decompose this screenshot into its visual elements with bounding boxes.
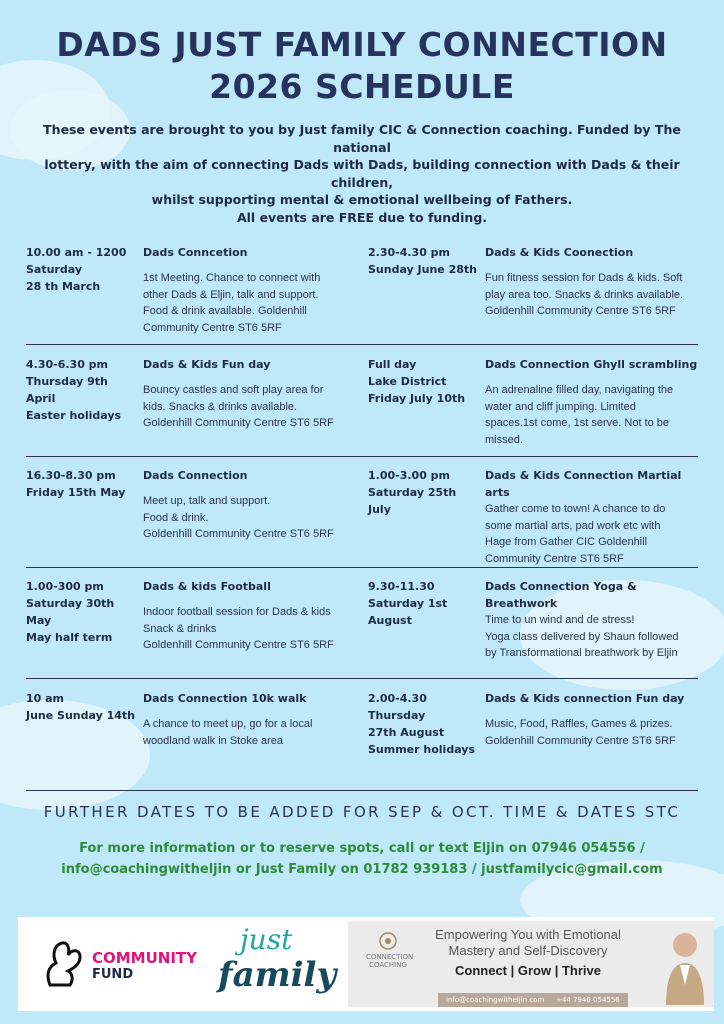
event-description — [485, 716, 699, 749]
event-time-line: Friday July 10th — [368, 392, 466, 405]
event-time — [26, 690, 138, 724]
event-title: Dads & kids Football — [143, 580, 271, 593]
event-time-line: 2.30-4.30 pm — [368, 246, 451, 259]
event-description — [143, 382, 355, 432]
headline-line: Mastery and Self-Discovery — [448, 943, 608, 958]
event-description-line: Goldenhill Community Centre ST6 5RF — [143, 417, 334, 429]
contact-line: info@coachingwitheljin or Just Family on 01782 939183 / justfamilycic@gmail.com — [61, 862, 663, 877]
event-time-line: May half term — [26, 631, 113, 644]
event-description-line: Hage from Gather CIC Goldenhill — [485, 536, 648, 548]
event-time-line: 16.30-8.30 pm — [26, 469, 116, 482]
sponsor-footer — [18, 917, 714, 1011]
event-title: Dads Connection — [143, 469, 248, 482]
event-title: Dads Connection Yoga & Breathwork — [485, 580, 637, 610]
intro-line: These events are brought to you by Just family CIC & Connection coaching. Funded by The national — [43, 122, 681, 155]
event-description — [143, 270, 355, 336]
coaching-contact-bar — [438, 993, 628, 1007]
event-description-line: Goldenhill Community Centre ST6 5RF — [143, 639, 334, 651]
event-description-line: A chance to meet up, go for a local — [143, 718, 313, 730]
event-time — [368, 467, 480, 518]
event-description — [485, 501, 699, 567]
event-time — [26, 578, 138, 646]
event-time-line: Full day — [368, 358, 417, 371]
event-time — [26, 467, 138, 501]
event-time-line: June Sunday 14th — [26, 709, 135, 722]
crossed-fingers-icon — [42, 939, 86, 989]
event-description — [485, 382, 699, 448]
event-time-line: Thursday — [368, 709, 426, 722]
event-description — [143, 493, 355, 543]
event-time-line: 4.30-6.30 pm — [26, 358, 109, 371]
coaching-tagline: Connect | Grow | Thrive — [455, 963, 601, 978]
coaching-logo-text: CONNECTION COACHING — [366, 953, 414, 969]
page-title — [0, 24, 724, 108]
event-description-line: Music, Food, Raffles, Games & prizes. — [485, 718, 673, 730]
event-description-line: Snack & drinks — [143, 622, 217, 635]
schedule-row — [26, 574, 698, 679]
event-description-line: Fun fitness session for Dads & kids. Soft — [485, 272, 683, 284]
contact-line: For more information or to reserve spots, call or text Eljin on 07946 054556 / — [79, 841, 645, 856]
event-time — [26, 356, 138, 424]
event-time-line: Saturday 1st August — [368, 597, 448, 627]
event-time-line: 1.00-300 pm — [26, 580, 104, 593]
event-time-line: Sunday June 28th — [368, 263, 477, 276]
event-description-line: Food & drink. — [143, 511, 209, 524]
event-description-line: Bouncy castles and soft play area for — [143, 384, 324, 396]
event-description-line: kids. Snacks & drinks available. — [143, 400, 298, 413]
event-description-line: An adrenaline filled day, navigating the — [485, 384, 674, 396]
just-family-logo-top: just — [240, 923, 293, 956]
lottery-line: FUND — [92, 967, 134, 982]
intro-line: lottery, with the aim of connecting Dads with Dads, building connection with Dads & their children, — [44, 157, 680, 190]
event-time-line: Easter holidays — [26, 409, 122, 422]
event-description-line: 1st Meeting. Chance to connect with — [143, 272, 321, 284]
event-time-line: 10 am — [26, 692, 65, 705]
event-description-line: missed. — [485, 433, 523, 446]
event-description-line: other Dads & Eljin, talk and support. — [143, 288, 319, 301]
event-title: Dads & Kids Fun day — [143, 358, 271, 371]
intro-line: whilst supporting mental & emotional wellbeing of Fathers. — [151, 192, 573, 207]
coaching-headline — [418, 927, 638, 959]
coach-photo-avatar — [662, 925, 708, 1005]
event-time-line: 27th August — [368, 726, 445, 739]
event-time-line: 1.00-3.00 pm — [368, 469, 451, 482]
event-description — [485, 612, 699, 662]
community-fund-logo — [42, 937, 212, 991]
event-description-line: spaces.1st come, 1st serve. Not to be — [485, 417, 670, 429]
event-time-line: Saturday 25th July — [368, 486, 457, 516]
event-time — [368, 578, 480, 629]
event-description-line: Goldenhill Community Centre ST6 5RF — [485, 734, 676, 747]
schedule-row — [26, 352, 698, 457]
lottery-line: COMMUNITY — [92, 949, 198, 967]
schedule-row — [26, 240, 698, 345]
event-time-line: Summer holidays — [368, 743, 475, 756]
event-description — [485, 270, 699, 320]
event-time-line: Lake District — [368, 375, 447, 388]
event-description-line: Goldenhill Community Centre ST6 5RF — [485, 305, 676, 317]
event-time-line: 10.00 am - 1200 — [26, 246, 127, 259]
event-description-line: Goldenhill Community Centre ST6 5RF — [143, 528, 334, 540]
event-description-line: Gather come to town! A chance to do — [485, 503, 666, 515]
event-time-line: Friday 15th May — [26, 486, 126, 499]
event-description-line: Meet up, talk and support. — [143, 495, 271, 507]
event-time-line: Saturday 30th May — [26, 597, 115, 627]
intro-text — [20, 121, 704, 226]
event-description-line: Time to un wind and de stress! — [485, 614, 635, 626]
event-description — [143, 716, 355, 749]
schedule-row — [26, 686, 698, 791]
event-title: Dads Connection 10k walk — [143, 692, 307, 705]
event-description-line: water and cliff jumping. Limited — [485, 400, 636, 413]
contact-info — [20, 838, 704, 880]
event-time-line: 2.00-4.30 — [368, 692, 427, 705]
event-time — [368, 356, 480, 407]
schedule-row — [26, 463, 698, 568]
event-description-line: Community Centre ST6 5RF — [143, 321, 282, 334]
event-title: Dads & Kids Coonection — [485, 246, 634, 259]
event-time — [26, 244, 138, 295]
event-description — [143, 604, 355, 654]
event-time-line: 28 th March — [26, 280, 101, 293]
event-description-line: Food & drink available. Goldenhill — [143, 305, 307, 317]
intro-line: All events are FREE due to funding. — [236, 209, 488, 225]
event-description-line: some martial arts, pad work etc with — [485, 519, 661, 532]
event-description-line: by Transformational breathwork by Eljin — [485, 647, 678, 659]
event-title: Dads & Kids Connection Martial arts — [485, 469, 682, 499]
event-title: Dads Conncetion — [143, 246, 248, 259]
event-time — [368, 244, 480, 278]
title-line: DADS JUST FAMILY CONNECTION — [56, 25, 668, 64]
event-description-line: play area too. Snacks & drinks available. — [485, 288, 684, 301]
event-title: Dads Connection Ghyll scrambling — [485, 358, 698, 371]
event-time-line: Saturday — [26, 263, 82, 276]
coaching-logo — [366, 931, 414, 969]
event-description-line: Community Centre ST6 5RF — [485, 552, 624, 565]
event-time — [368, 690, 480, 758]
event-time-line: Thursday 9th April — [26, 375, 108, 405]
just-family-logo-bottom: family — [218, 955, 337, 995]
event-title: Dads & Kids connection Fun day — [485, 692, 685, 705]
coaching-banner — [348, 921, 714, 1007]
coaching-email: info@coachingwitheljin.com — [446, 996, 545, 1004]
title-line: 2026 SCHEDULE — [209, 67, 515, 106]
flower-icon — [378, 931, 398, 951]
coaching-phone: +44 7946 054556 — [556, 996, 620, 1004]
headline-line: Empowering You with Emotional — [435, 927, 621, 942]
event-time-line: 9.30-11.30 — [368, 580, 435, 593]
event-description-line: Indoor football session for Dads & kids — [143, 606, 331, 618]
further-dates-note: FURTHER DATES TO BE ADDED FOR SEP & OCT. TIME & DATES STC — [43, 803, 681, 821]
event-description-line: woodland walk in Stoke area — [143, 734, 284, 747]
event-description-line: Yoga class delivered by Shaun followed — [485, 630, 679, 643]
